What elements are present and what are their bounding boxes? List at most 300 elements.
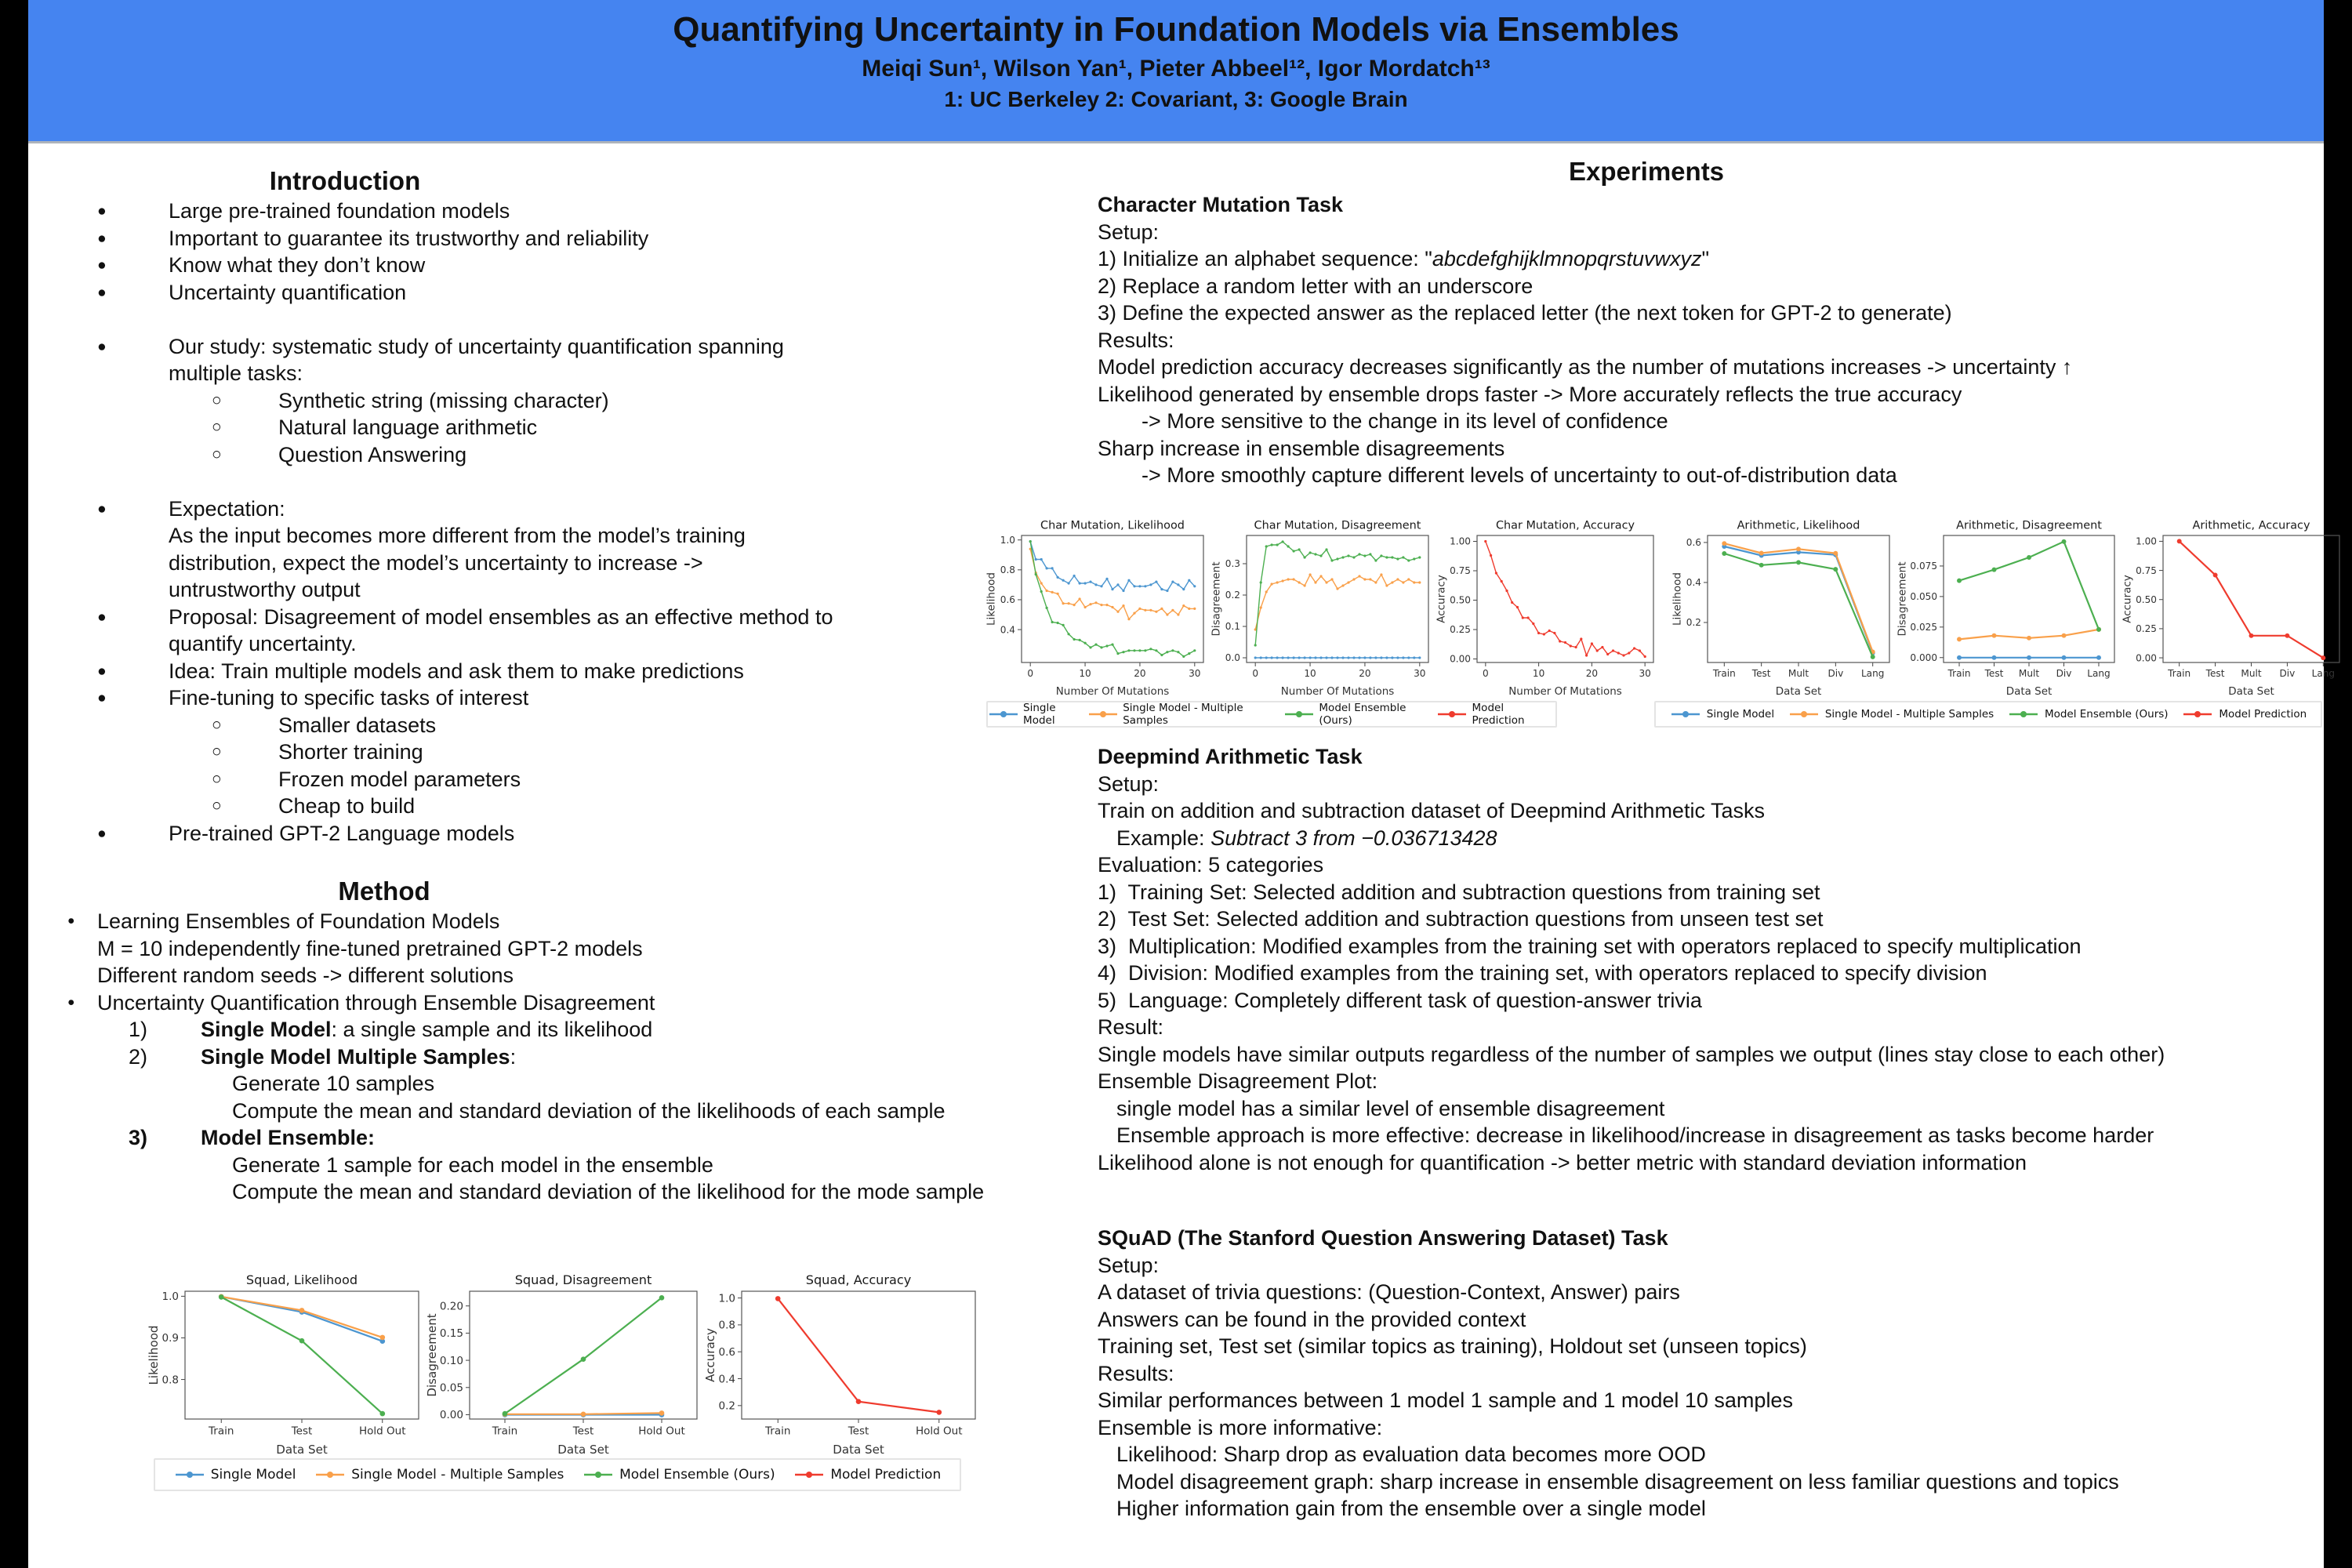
text-span: Single Model Multiple Samples <box>201 1044 510 1069</box>
text-line <box>1098 381 2072 408</box>
svg-text:0.05: 0.05 <box>439 1381 463 1395</box>
disc-bullet-icon: ● <box>67 995 75 1009</box>
text-line <box>1098 743 2165 771</box>
text-line <box>1098 1014 2165 1041</box>
svg-text:0.00: 0.00 <box>1450 653 1471 665</box>
text-span: Compute the mean and standard deviation of the likelihood for the mode sample <box>232 1180 985 1203</box>
text-span: Frozen model parameters <box>278 767 521 791</box>
text-span: Character Mutation Task <box>1098 193 1344 216</box>
svg-text:Likelihood: Likelihood <box>985 572 998 626</box>
svg-text:0.75: 0.75 <box>2136 564 2157 576</box>
squad-chart-row <box>146 1272 981 1461</box>
svg-text:Train: Train <box>1712 668 1736 680</box>
text-span: Likelihood alone is not enough for quantification -> better metric with standard deviation information <box>1098 1150 2027 1174</box>
text-span: Train on addition and subtraction dataset of Deepmind Arithmetic Tasks <box>1098 799 1765 822</box>
svg-text:0.2: 0.2 <box>1225 590 1240 601</box>
legend-marker-icon <box>1283 710 1313 719</box>
text-line <box>1098 327 2072 354</box>
text-span: single model has a similar level of ensemble disagreement <box>1116 1096 1665 1120</box>
text-span: Compute the mean and standard deviation of the likelihoods of each sample <box>232 1098 946 1123</box>
text-span: Similar performances between 1 model 1 sample and 1 model 10 samples <box>1098 1388 1793 1412</box>
svg-text:0.25: 0.25 <box>1450 624 1471 636</box>
text-line <box>47 495 833 523</box>
svg-text:Div: Div <box>2056 668 2072 680</box>
svg-text:0.75: 0.75 <box>1450 565 1471 577</box>
text-span: Learning Ensembles of Foundation Models <box>97 909 500 933</box>
svg-text:Mult: Mult <box>2241 668 2262 680</box>
svg-text:0.000: 0.000 <box>1910 652 1937 664</box>
text-span: Ensemble Disagreement Plot: <box>1098 1069 1378 1093</box>
svg-text:0.8: 0.8 <box>1000 564 1015 576</box>
svg-text:Mult: Mult <box>1788 668 1809 680</box>
text-line <box>47 414 833 441</box>
text-span: Single models have similar outputs regardless of the number of samples we output (lines stay close to each other) <box>1098 1042 2165 1066</box>
svg-text:20: 20 <box>1585 668 1599 680</box>
top-chart-row <box>984 517 2345 702</box>
text-span: Smaller datasets <box>278 713 437 737</box>
legend-item <box>1283 702 1436 727</box>
text-line <box>47 739 833 766</box>
disc-bullet-icon: ● <box>97 499 107 517</box>
chart-svg <box>146 1272 424 1457</box>
svg-text:Char Mutation, Disagreement: Char Mutation, Disagreement <box>1254 519 1421 532</box>
chart-squad-accuracy <box>702 1272 981 1461</box>
text-span: SQuAD (The Stanford Question Answering Dataset) Task <box>1098 1226 1668 1250</box>
text-line <box>1098 1041 2165 1069</box>
squad-task-text <box>1098 1225 2119 1523</box>
text-span: Expectation: <box>169 496 285 521</box>
chart-svg <box>1670 517 1895 698</box>
char-mutation-legend <box>986 701 1557 728</box>
text-span: -> More smoothly capture different levels of uncertainty to out-of-distribution data <box>1142 463 1897 487</box>
chart-svg <box>1434 517 1659 698</box>
svg-text:0: 0 <box>1027 668 1034 680</box>
text-span: Generate 10 samples <box>232 1072 435 1095</box>
legend-label: Single Model <box>1706 708 1775 720</box>
svg-text:Squad, Disagreement: Squad, Disagreement <box>514 1272 652 1288</box>
text-line <box>47 279 833 307</box>
text-span: Cheap to build <box>278 794 416 818</box>
text-line <box>47 962 984 989</box>
text-span: Higher information gain from the ensemble over a single model <box>1116 1497 1706 1520</box>
svg-text:Test: Test <box>848 1425 869 1438</box>
text-line <box>1098 906 2165 933</box>
svg-text:Char Mutation, Likelihood: Char Mutation, Likelihood <box>1040 519 1185 532</box>
text-span: " <box>1701 247 1710 270</box>
svg-text:0.10: 0.10 <box>439 1354 463 1367</box>
disc-bullet-icon: ● <box>97 662 107 680</box>
svg-text:0.6: 0.6 <box>1686 537 1701 549</box>
text-span: Uncertainty Quantification through Ensemble Disagreement <box>97 990 655 1014</box>
text-span: multiple tasks: <box>169 361 303 385</box>
legend-label: Single Model <box>210 1467 296 1483</box>
legend-label: Model Prediction <box>2219 708 2307 720</box>
text-line <box>47 360 833 387</box>
disc-bullet-icon: ● <box>97 229 107 247</box>
legend-marker-icon <box>1087 710 1117 719</box>
svg-text:20: 20 <box>1359 668 1371 680</box>
disc-bullet-icon: ● <box>97 202 107 220</box>
text-span: -> More sensitive to the change in its level of confidence <box>1142 409 1668 433</box>
text-span: 2) Test Set: Selected addition and subtraction questions from unseen test set <box>1098 907 1824 931</box>
svg-text:Lang: Lang <box>2087 668 2111 680</box>
svg-text:Test: Test <box>572 1425 594 1438</box>
text-line <box>1098 960 2165 987</box>
svg-text:Train: Train <box>1947 668 1971 680</box>
svg-text:0: 0 <box>1482 668 1489 680</box>
svg-text:Squad, Likelihood: Squad, Likelihood <box>245 1272 358 1288</box>
text-line <box>47 1070 984 1098</box>
text-span: 5) Language: Completely different task of question-answer trivia <box>1098 988 1702 1012</box>
svg-text:Hold Out: Hold Out <box>638 1425 685 1438</box>
poster-page <box>28 0 2336 1568</box>
legend-item <box>1788 708 1994 720</box>
legend-item <box>1670 708 1774 720</box>
text-line <box>47 306 833 333</box>
text-line <box>1098 1149 2165 1177</box>
svg-text:0.4: 0.4 <box>1000 624 1015 636</box>
text-span: 3) Multiplication: Modified examples from the training set with operators replaced to specify multiplication <box>1098 934 2082 958</box>
text-line <box>1098 933 2165 960</box>
chart-squad-disagreement <box>424 1272 702 1461</box>
text-span: Setup: <box>1098 771 1160 796</box>
legend-item <box>1087 702 1283 727</box>
text-line <box>1098 1252 2119 1279</box>
svg-text:0.075: 0.075 <box>1910 561 1937 572</box>
chart-arith-accuracy <box>2120 517 2345 702</box>
svg-text:Mult: Mult <box>2018 668 2040 680</box>
text-line <box>47 576 833 604</box>
text-line <box>47 935 984 963</box>
svg-text:Arithmetic, Likelihood: Arithmetic, Likelihood <box>1737 519 1860 532</box>
legend-label: Model Prediction <box>830 1467 942 1483</box>
poster-header <box>28 0 2324 143</box>
text-span: M = 10 independently fine-tuned pretrained GPT-2 models <box>97 936 643 960</box>
text-span: Example: <box>1116 826 1211 850</box>
list-number: 3) <box>129 1126 148 1149</box>
text-line <box>1098 797 2165 825</box>
legend-item <box>988 702 1087 727</box>
text-line <box>47 1152 984 1179</box>
text-span: Results: <box>1098 328 1174 352</box>
circle-bullet-icon: ○ <box>212 390 222 409</box>
circle-bullet-icon: ○ <box>212 445 222 463</box>
text-span: distribution, expect the model’s uncertainty to increase -> <box>169 550 703 575</box>
legend-marker-icon <box>1788 710 1820 719</box>
method-bullet-list <box>47 908 984 1206</box>
svg-text:Test: Test <box>291 1425 313 1438</box>
svg-text:0.25: 0.25 <box>2136 623 2157 635</box>
svg-text:0.00: 0.00 <box>439 1409 463 1422</box>
svg-text:Data Set: Data Set <box>2228 685 2274 698</box>
text-span: As the input becomes more different from the model’s training <box>169 524 746 547</box>
svg-text:Train: Train <box>765 1425 791 1438</box>
text-span: untrustworthy output <box>169 578 361 601</box>
chart-svg <box>1895 517 2120 698</box>
legend-item <box>2182 708 2307 720</box>
left-black-bar <box>0 0 28 1568</box>
text-span: Single Model <box>201 1018 332 1041</box>
svg-text:Train: Train <box>492 1425 518 1438</box>
circle-bullet-icon: ○ <box>212 742 222 760</box>
text-span: Subtract 3 from −0.036713428 <box>1210 826 1497 850</box>
svg-text:0.50: 0.50 <box>2136 593 2157 605</box>
text-span: 1) Training Set: Selected addition and subtraction questions from training set <box>1098 880 1820 904</box>
disc-bullet-icon: ● <box>97 283 107 301</box>
text-span: Training set, Test set (similar topics as training), Holdout set (unseen topics) <box>1098 1334 1807 1358</box>
chart-svg <box>2120 517 2345 698</box>
svg-text:10: 10 <box>1532 668 1545 680</box>
text-line <box>1098 1122 2165 1149</box>
deepmind-arithmetic-task-text <box>1098 743 2165 1176</box>
text-span: Model Ensemble: <box>201 1126 376 1149</box>
text-span: Our study: systematic study of uncertainty quantification spanning <box>169 334 784 358</box>
svg-text:Data Set: Data Set <box>557 1443 609 1457</box>
circle-bullet-icon: ○ <box>212 797 222 815</box>
svg-text:Squad, Accuracy: Squad, Accuracy <box>805 1272 912 1288</box>
svg-text:Accuracy: Accuracy <box>2121 575 2134 623</box>
svg-text:Lang: Lang <box>2311 668 2336 680</box>
chart-arith-disagreement <box>1895 517 2120 702</box>
poster-affiliations: 1: UC Berkeley 2: Covariant, 3: Google Brain <box>944 87 1408 111</box>
text-span: Setup: <box>1098 220 1160 244</box>
svg-text:Train: Train <box>209 1425 234 1438</box>
text-span: 1) Initialize an alphabet sequence: " <box>1098 247 1432 270</box>
svg-text:Number Of Mutations: Number Of Mutations <box>1508 685 1622 698</box>
text-span: abcdefghijklmnopqrstuvwxyz <box>1432 247 1702 270</box>
legend-marker-icon <box>1670 710 1701 719</box>
disc-bullet-icon: ● <box>97 824 107 842</box>
text-line <box>1098 1068 2165 1095</box>
disc-bullet-icon: ● <box>97 608 107 626</box>
chart-char-disagreement <box>1209 517 1434 702</box>
text-span: Large pre-trained foundation models <box>169 199 510 223</box>
text-span: Model disagreement graph: sharp increase in ensemble disagreement on less familiar questions and topics <box>1116 1469 2119 1494</box>
legend-item <box>2008 708 2169 720</box>
text-span: : a single sample and its likelihood <box>331 1018 653 1041</box>
svg-text:0.9: 0.9 <box>162 1332 179 1345</box>
svg-text:1.00: 1.00 <box>1450 535 1471 547</box>
text-line <box>1098 771 2165 798</box>
text-line <box>47 387 833 415</box>
text-line <box>1098 1387 2119 1414</box>
legend-marker-icon <box>793 1470 825 1479</box>
text-line <box>47 1178 984 1206</box>
text-span: Proposal: Disagreement of model ensembles as an effective method to <box>169 604 833 629</box>
experiments-heading: Experiments <box>1568 157 1725 186</box>
legend-label: Single Model - Multiple Samples <box>351 1467 564 1483</box>
text-line <box>1098 987 2165 1014</box>
circle-bullet-icon: ○ <box>212 715 222 734</box>
svg-text:0: 0 <box>1252 668 1259 680</box>
text-line <box>1098 1360 2119 1388</box>
legend-label: Single Model - Multiple Samples <box>1123 702 1243 727</box>
legend-item <box>583 1467 775 1483</box>
svg-text:Div: Div <box>1828 668 1844 680</box>
svg-text:Arithmetic, Disagreement: Arithmetic, Disagreement <box>1956 519 2102 532</box>
text-line <box>47 198 833 225</box>
svg-text:Data Set: Data Set <box>1775 685 1822 698</box>
text-line <box>1098 435 2072 463</box>
svg-text:0.3: 0.3 <box>1225 558 1240 570</box>
text-line <box>47 333 833 361</box>
text-span: A dataset of trivia questions: (Question-Context, Answer) pairs <box>1098 1280 1680 1304</box>
legend-item <box>314 1467 564 1483</box>
svg-text:Test: Test <box>2205 668 2225 680</box>
text-line <box>47 441 833 469</box>
circle-bullet-icon: ○ <box>212 769 222 788</box>
right-black-bar <box>2324 0 2352 1568</box>
text-line <box>1098 1333 2119 1360</box>
chart-char-accuracy <box>1434 517 1659 702</box>
text-line <box>47 684 833 712</box>
text-span: Fine-tuning to specific tasks of interest <box>169 686 529 710</box>
svg-text:0.6: 0.6 <box>718 1345 735 1359</box>
chart-char-likelihood <box>984 517 1209 702</box>
svg-text:Likelihood: Likelihood <box>147 1325 162 1385</box>
svg-text:Test: Test <box>1751 668 1771 680</box>
text-span: : <box>510 1044 517 1069</box>
text-span: Result: <box>1098 1015 1164 1039</box>
text-line <box>47 820 833 848</box>
text-line <box>1098 245 2072 273</box>
disc-bullet-icon: ● <box>67 914 75 927</box>
legend-marker-icon <box>314 1470 346 1479</box>
svg-text:Likelihood: Likelihood <box>1671 572 1684 626</box>
text-line <box>1098 879 2165 906</box>
text-line <box>1098 273 2072 300</box>
text-line <box>47 604 833 631</box>
text-span: Likelihood: Sharp drop as evaluation data becomes more OOD <box>1116 1443 1706 1466</box>
text-span: Pre-trained GPT-2 Language models <box>169 821 515 845</box>
text-line <box>1098 1095 2165 1123</box>
legend-label: Single Model <box>1023 702 1056 727</box>
svg-text:Accuracy: Accuracy <box>703 1328 718 1382</box>
text-line <box>47 908 984 935</box>
text-span: quantify uncertainty. <box>169 632 357 655</box>
svg-text:1.0: 1.0 <box>162 1290 179 1304</box>
svg-text:0.15: 0.15 <box>439 1327 463 1341</box>
text-line <box>47 1098 984 1125</box>
text-line <box>47 522 833 550</box>
chart-svg <box>984 517 1209 698</box>
svg-text:Disagreement: Disagreement <box>425 1313 440 1397</box>
legend-item <box>793 1467 941 1483</box>
svg-text:0.50: 0.50 <box>1450 594 1471 606</box>
svg-text:1.0: 1.0 <box>1000 534 1015 546</box>
svg-text:20: 20 <box>1134 668 1146 680</box>
text-line <box>47 989 984 1017</box>
text-span: Know what they don’t know <box>169 253 426 277</box>
text-span: Results: <box>1098 1361 1174 1385</box>
svg-text:30: 30 <box>1414 668 1426 680</box>
svg-text:Data Set: Data Set <box>833 1443 884 1457</box>
legend-marker-icon <box>174 1470 205 1479</box>
svg-text:0.2: 0.2 <box>718 1399 735 1413</box>
list-number: 1) <box>129 1018 148 1041</box>
svg-text:Accuracy: Accuracy <box>1435 575 1448 623</box>
svg-text:0.6: 0.6 <box>1000 594 1015 606</box>
method-heading: Method <box>338 877 430 906</box>
svg-text:0.1: 0.1 <box>1225 621 1240 633</box>
chart-squad-likelihood <box>146 1272 424 1461</box>
text-line <box>47 630 833 658</box>
text-span: Synthetic string (missing character) <box>278 388 609 412</box>
svg-text:0.050: 0.050 <box>1910 591 1937 603</box>
legend-item <box>1436 702 1555 727</box>
svg-text:0.4: 0.4 <box>1686 577 1701 589</box>
text-span: Model prediction accuracy decreases significantly as the number of mutations increases -> uncertainty ↑ <box>1098 355 2073 379</box>
text-span: Different random seeds -> different solutions <box>97 964 514 987</box>
svg-text:Arithmetic, Accuracy: Arithmetic, Accuracy <box>2192 519 2310 532</box>
svg-text:Lang: Lang <box>1860 668 1885 680</box>
legend-marker-icon <box>988 710 1018 719</box>
text-span: Deepmind Arithmetic Task <box>1098 745 1363 768</box>
legend-label: Model Ensemble (Ours) <box>619 1467 775 1483</box>
svg-text:Hold Out: Hold Out <box>915 1425 963 1438</box>
chart-svg <box>424 1272 702 1457</box>
text-line <box>47 658 833 685</box>
text-line <box>47 225 833 252</box>
legend-marker-icon <box>583 1470 614 1479</box>
intro-bullet-list <box>47 198 833 847</box>
svg-text:Number Of Mutations: Number Of Mutations <box>1280 685 1395 698</box>
text-span: 4) Division: Modified examples from the training set, with operators replaced to specify division <box>1098 961 1987 985</box>
disc-bullet-icon: ● <box>97 337 107 355</box>
text-line <box>47 468 833 495</box>
svg-text:0.025: 0.025 <box>1910 622 1937 633</box>
svg-text:Test: Test <box>1984 668 2004 680</box>
text-span: 2) Replace a random letter with an underscore <box>1098 274 1534 298</box>
text-line <box>1098 408 2072 435</box>
disc-bullet-icon: ● <box>97 689 107 706</box>
text-line <box>47 793 833 820</box>
text-span: Shorter training <box>278 740 423 764</box>
text-line <box>47 1124 984 1152</box>
text-line <box>1098 1306 2119 1334</box>
text-line <box>1098 851 2165 879</box>
text-span: Evaluation: 5 categories <box>1098 853 1324 877</box>
svg-text:0.00: 0.00 <box>2136 652 2157 664</box>
arithmetic-legend <box>1654 701 2322 728</box>
svg-text:10: 10 <box>1304 668 1316 680</box>
svg-text:Div: Div <box>2279 668 2296 680</box>
svg-text:0.2: 0.2 <box>1686 617 1701 629</box>
text-line <box>1098 825 2165 852</box>
text-span: Question Answering <box>278 442 467 466</box>
svg-text:Train: Train <box>2168 668 2191 680</box>
svg-text:Disagreement: Disagreement <box>1210 561 1223 637</box>
svg-text:1.00: 1.00 <box>2136 535 2157 547</box>
svg-text:0.8: 0.8 <box>718 1319 735 1332</box>
text-line <box>47 712 833 739</box>
svg-text:Disagreement: Disagreement <box>1896 561 1909 637</box>
text-line <box>1098 354 2072 381</box>
text-line <box>1098 462 2072 489</box>
text-line <box>1098 1441 2119 1468</box>
squad-chart-legend <box>154 1458 961 1491</box>
text-span: Sharp increase in ensemble disagreements <box>1098 436 1505 460</box>
svg-text:10: 10 <box>1079 668 1091 680</box>
text-line <box>1098 1495 2119 1523</box>
svg-text:0.0: 0.0 <box>1225 652 1240 664</box>
text-span: Ensemble approach is more effective: decrease in likelihood/increase in disagreement as tasks become harder <box>1116 1123 2154 1147</box>
legend-label: Model Prediction <box>1472 702 1525 727</box>
text-span: Uncertainty quantification <box>169 280 407 304</box>
text-span: 3) Define the expected answer as the replaced letter (the next token for GPT-2 to generate) <box>1098 301 1952 325</box>
chart-arith-likelihood <box>1670 517 1895 702</box>
intro-heading: Introduction <box>269 166 421 195</box>
